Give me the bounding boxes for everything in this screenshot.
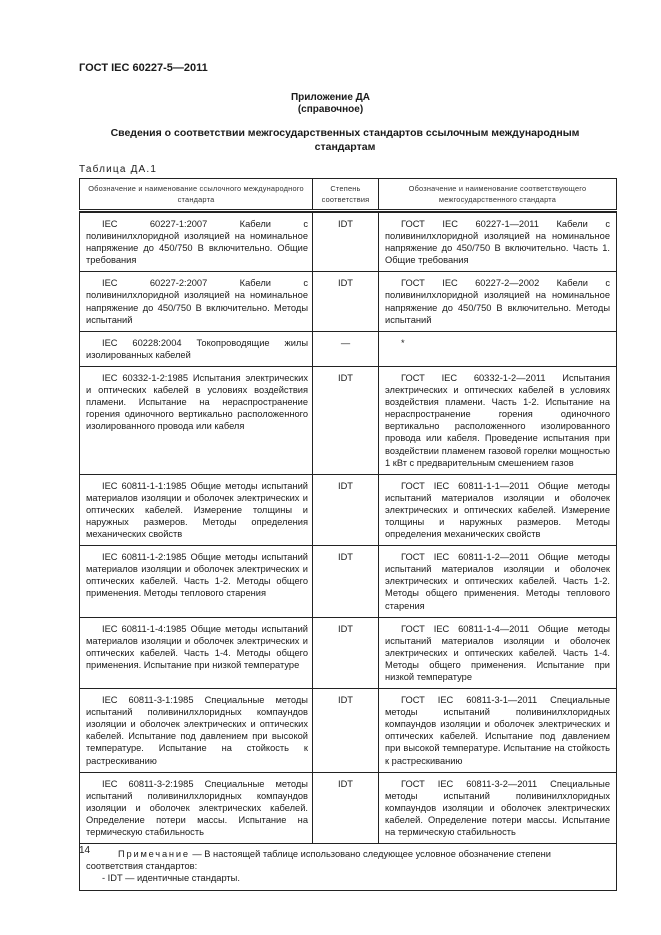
cell-gost-standard: [379, 331, 617, 366]
cell-degree: [313, 213, 379, 272]
table-row: [80, 689, 617, 773]
cell-degree: [313, 331, 379, 366]
cell-intl-standard: [80, 689, 313, 773]
cell-intl-standard-text: IEC 60811-3-1:1985 Специальные методы испытаний поливинилхлоридных компаундов изоляции и оболочек электрических и оптических кабелей. Испытание под давлением при высокой температуре. Испытание на стойкость к растрескиванию: [86, 695, 308, 766]
column-header-degree: Степень соответствия: [313, 179, 379, 211]
table-row: [80, 331, 617, 366]
cell-degree-text: IDT: [338, 778, 353, 789]
table-note: [80, 844, 617, 891]
cell-gost-standard: [379, 213, 617, 272]
cell-gost-standard: [379, 772, 617, 843]
cell-degree-text: IDT: [338, 552, 353, 563]
table-row: [80, 366, 617, 474]
cell-intl-standard-text: IEC 60811-3-2:1985 Специальные методы испытаний поливинилхлоридных компаундов изоляции и оболочек электрических кабелей. Определение потери массы. Испытание на термическую стабильность: [86, 778, 308, 838]
cell-gost-standard: [379, 366, 617, 474]
table-row: [80, 474, 617, 545]
table-row: [80, 772, 617, 843]
cell-gost-standard-text: ГОСТ IEC 60332-1-2—2011 Испытания электрических и оптических кабелей в условиях воздействия пламени. Часть 1-2. Испытание на нераспространение горения одиночного вертикально расположенного изолированного провода или кабеля. Проведение испытания при воздействии пламенем газовой горелки мощностью 1 кВт с предварительным смешением газов: [385, 372, 610, 468]
page-number: 14: [79, 845, 91, 856]
cell-gost-standard-text: ГОСТ IEC 60227-2—2002 Кабели с поливинилхлоридной изоляцией на номинальное напряжение до 450/750 В включительно. Методы испытаний: [385, 278, 610, 325]
cell-intl-standard: [80, 213, 313, 272]
cell-gost-standard: [379, 689, 617, 773]
appendix-subtitle: (справочное): [297, 104, 364, 115]
cell-degree: [313, 617, 379, 688]
cell-gost-standard-text: ГОСТ IEC 60227-1—2011 Кабели с поливинилхлоридной изоляцией на номинальное напряжение до 450/750 В включительно. Часть 1. Общие требования: [385, 219, 610, 266]
column-header-intl: Обозначение и наименование ссылочного международного стандарта: [80, 179, 313, 211]
cell-degree: [313, 272, 379, 331]
cell-degree: [313, 474, 379, 545]
cell-gost-standard-text: ГОСТ IEC 60811-1-1—2011 Общие методы испытаний материалов изоляции и оболочек электрических и оптических кабелей. Измерение толщины и наружных размеров. Методы определения механических свойств: [385, 480, 610, 540]
cell-intl-standard-text: IEC 60811-1-2:1985 Общие методы испытаний материалов изоляции и оболочек электрических и оптических кабелей. Часть 1-2. Методы общего применения. Методы теплового старения: [86, 552, 308, 599]
table-note-row: [80, 844, 617, 891]
section-title: Сведения о соответствии межгосударственных стандартов ссылочным международным стандартам: [110, 127, 580, 153]
cell-degree-text: —: [340, 337, 351, 348]
cell-intl-standard: [80, 772, 313, 843]
cell-intl-standard-text: IEC 60811-1-1:1985 Общие методы испытаний материалов изоляции и оболочек электрических и оптических кабелей. Измерение толщины и наружных размеров. Методы определения механических свойств: [86, 480, 308, 540]
table-row: [80, 617, 617, 688]
column-header-gost: Обозначение и наименование соответствующего межгосударственного стандарта: [379, 179, 617, 211]
note-label: Примечание: [118, 849, 190, 860]
cell-intl-standard-text: IEC 60228:2004 Токопроводящие жилы изолированных кабелей: [86, 337, 308, 360]
cell-intl-standard: [80, 272, 313, 331]
cell-degree-text: IDT: [338, 480, 353, 491]
cell-degree: [313, 366, 379, 474]
cell-degree: [313, 689, 379, 773]
cell-intl-standard: [80, 546, 313, 617]
cell-gost-standard: [379, 272, 617, 331]
cell-intl-standard-text: IEC 60227-2:2007 Кабели с поливинилхлоридной изоляцией на номинальное напряжение до 450/750 В включительно. Методы испытаний: [86, 278, 308, 325]
cell-degree-text: IDT: [338, 623, 353, 634]
cell-degree-text: IDT: [338, 372, 353, 383]
cell-gost-standard: [379, 617, 617, 688]
cell-intl-standard-text: IEC 60227-1:2007 Кабели с поливинилхлоридной изоляцией на номинальное напряжение до 450/750 В включительно. Общие требования: [86, 219, 308, 266]
cell-gost-standard-text: ГОСТ IEC 60811-1-2—2011 Общие методы испытаний материалов изоляции и оболочек электрических и оптических кабелей. Часть 1-2. Методы общего применения. Методы теплового старения: [385, 552, 610, 611]
cell-intl-standard: [80, 331, 313, 366]
note-item: - IDT — идентичные стандарты.: [102, 873, 240, 884]
cell-intl-standard: [80, 366, 313, 474]
note-text: — В настоящей таблице использовано следующее условное обозначение степени соответствия стандартов:: [86, 849, 551, 872]
table-row: [80, 213, 617, 272]
cell-gost-standard-text: ГОСТ IEC 60811-1-4—2011 Общие методы испытаний материалов изоляции и оболочек электрических и оптических кабелей. Часть 1-4. Методы общего применения. Испытание при низкой температуре: [385, 623, 610, 682]
cell-degree-text: IDT: [338, 219, 353, 229]
cell-intl-standard-text: IEC 60811-1-4:1985 Общие методы испытаний материалов изоляции и оболочек электрических и оптических кабелей. Часть 1-4. Методы общего применения. Испытание при низкой температуре: [86, 623, 308, 670]
cell-intl-standard: [80, 474, 313, 545]
cell-degree-text: IDT: [338, 695, 353, 706]
standards-table: [79, 178, 617, 891]
table-header-row: [80, 179, 617, 211]
cell-gost-standard-text: *: [401, 337, 405, 348]
table-label: Таблица ДА.1: [79, 164, 158, 175]
cell-intl-standard: [80, 617, 313, 688]
cell-gost-standard-text: ГОСТ IEC 60811-3-2—2011 Специальные методы испытаний поливинилхлоридных компаундов изоляции и оболочек электрических кабелей. Определение потери массы. Испытание на термическую стабильность: [385, 778, 610, 838]
cell-degree: [313, 772, 379, 843]
cell-intl-standard-text: IEC 60332-1-2:1985 Испытания электрических и оптических кабелей в условиях воздействия пламени. Испытание на нераспространение горения одиночного вертикально расположенного изолированного провода или кабеля: [86, 372, 308, 432]
cell-degree-text: IDT: [338, 278, 353, 289]
cell-gost-standard-text: ГОСТ IEC 60811-3-1—2011 Специальные методы испытаний поливинилхлоридных компаундов изоляции и оболочек электрических и оптических кабелей. Испытание под давлением при высокой температуре. Испытание на стойкость к растрескиванию: [385, 695, 610, 766]
table-row: [80, 546, 617, 617]
cell-gost-standard: [379, 474, 617, 545]
document-code: ГОСТ IEC 60227-5—2011: [79, 62, 208, 74]
cell-degree: [313, 546, 379, 617]
appendix-title: Приложение ДА: [290, 92, 371, 103]
table-row: [80, 272, 617, 331]
cell-gost-standard: [379, 546, 617, 617]
